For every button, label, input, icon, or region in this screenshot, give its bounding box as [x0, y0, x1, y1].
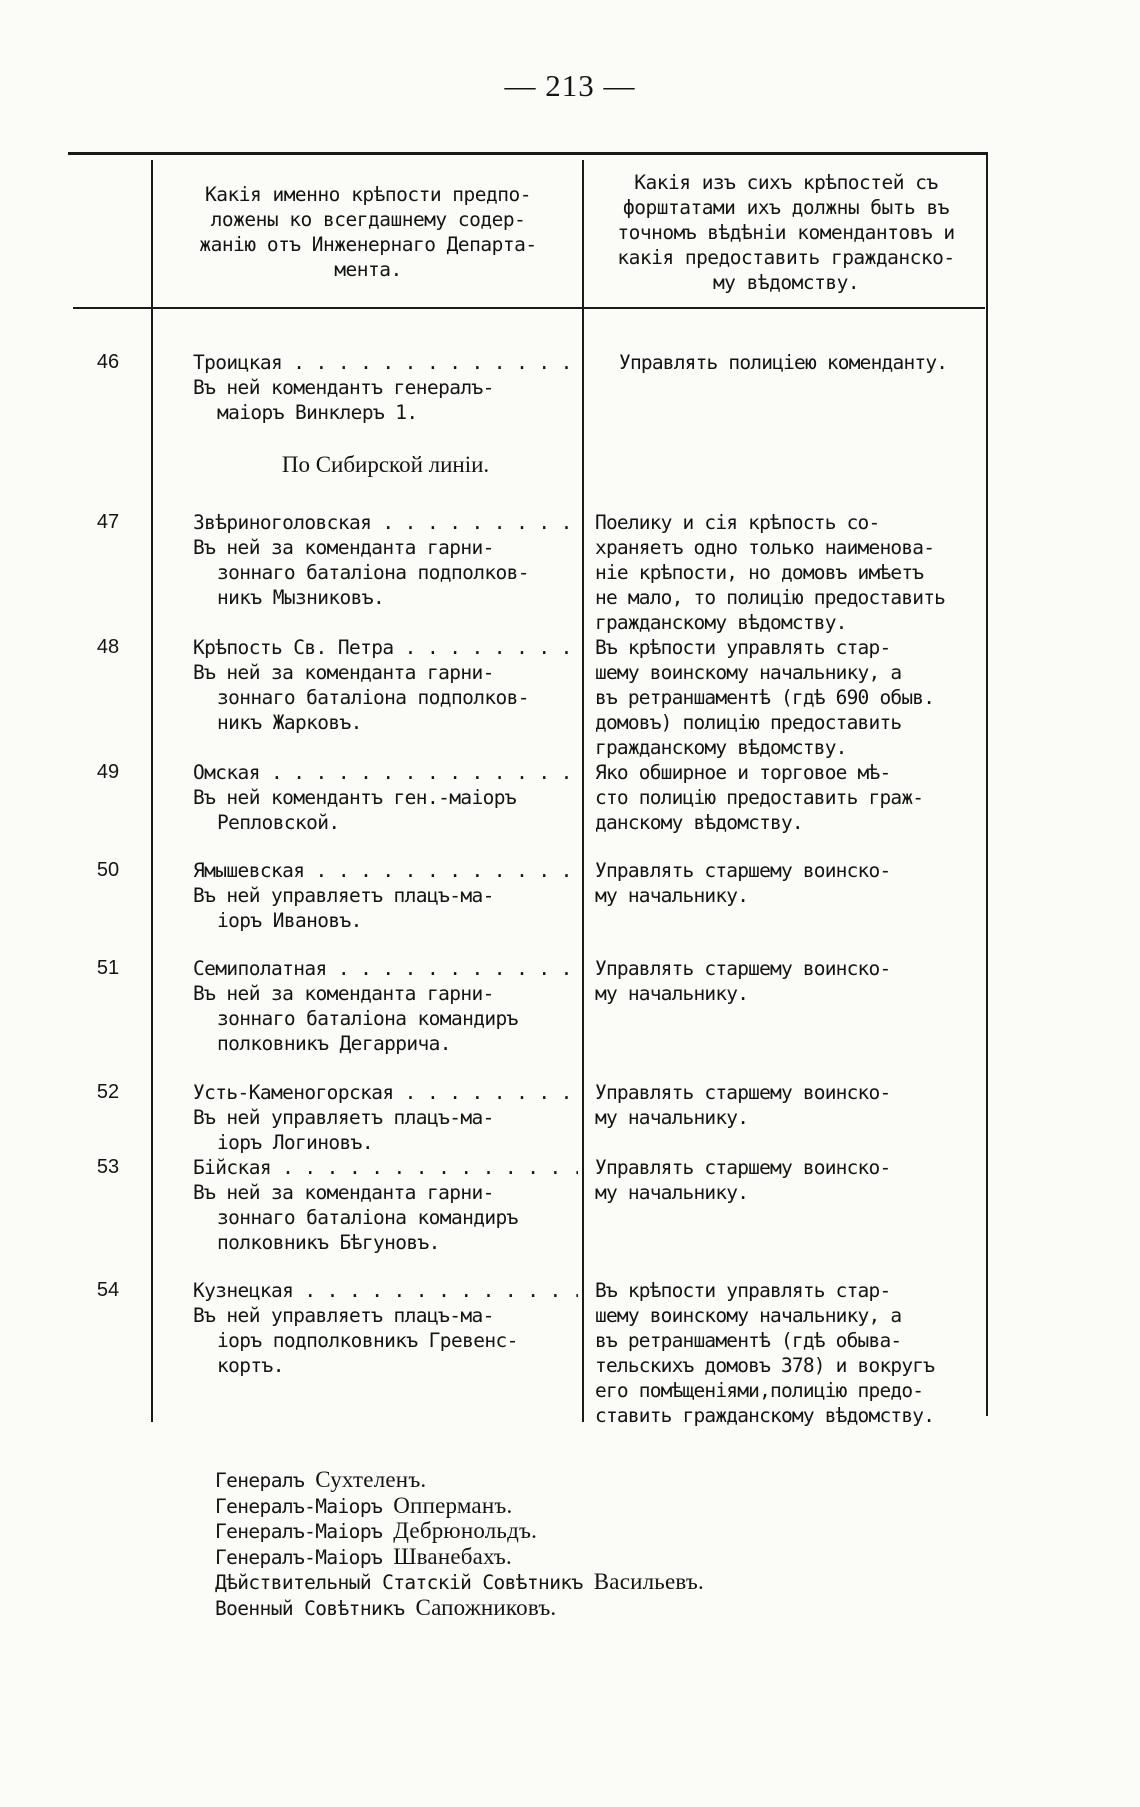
signature-line — [215, 1596, 704, 1622]
fort-cell — [193, 858, 578, 933]
commandant-line: Въ ней управляетъ плацъ-ма- — [193, 1304, 494, 1327]
commandant-line: никъ Мызниковъ. — [217, 586, 385, 609]
commandant-line: кортъ. — [217, 1354, 284, 1377]
fort-name: Бійская . . . — [193, 1155, 578, 1180]
table-border-right — [986, 154, 988, 1416]
commandant-line: Репловской. — [217, 811, 340, 834]
row-number: 52 — [96, 1081, 120, 1103]
management-cell: Управлять старшему воинско- му начальнику. — [595, 1081, 891, 1129]
fort-name: Омская . . . — [193, 760, 578, 785]
row-number: 47 — [96, 511, 120, 533]
management-cell: Управлять старшему воинско- му начальнику. — [595, 1156, 891, 1204]
management-cell: Управлять старшему воинско- му начальнику. — [595, 859, 891, 907]
signature-title: Генералъ-Маіоръ — [215, 1494, 383, 1518]
fort-cell — [193, 956, 578, 1056]
fort-name: Троицкая . . . — [193, 350, 578, 375]
commandant-line: зоннаго баталіона командиръ — [217, 1007, 518, 1030]
row-number: 54 — [96, 1279, 120, 1301]
commandant-line: зоннаго баталіона командиръ — [217, 1206, 518, 1229]
management-cell: Въ крѣпости управлять стар- шему воинскому начальнику, а въ ретраншаментѣ (гдѣ обыва- тельскихъ домовъ 378) и вокругъ его помѣщеніями,полицію предо- ставить гражданскому вѣдомству. — [595, 1279, 935, 1427]
signature-title: Генералъ-Маіоръ — [215, 1520, 383, 1543]
row-number: 50 — [96, 859, 120, 881]
fort-name: Крѣпость Св. Петра . . . — [193, 635, 578, 660]
table-top-rule — [68, 152, 988, 155]
signature-title: Дѣйствительный Статскій Совѣтникъ — [215, 1571, 583, 1594]
row-number: 53 — [96, 1156, 120, 1178]
fort-cell — [193, 1080, 578, 1155]
commandant-line: Въ ней комендантъ ген.-маіоръ — [193, 786, 517, 809]
commandant-line: іоръ Логиновъ. — [217, 1131, 373, 1154]
fort-name: Кузнецкая . . . — [193, 1278, 578, 1303]
table-divider-left — [151, 160, 153, 1422]
commandant-line: іоръ подполковникъ Гревенс- — [217, 1329, 518, 1352]
signature-title: Генералъ — [215, 1469, 305, 1492]
fortress-table — [68, 152, 988, 1427]
header-management: Какія изъ сихъ крѣпостей съ форштатами ихъ должны быть въ точномъ вѣдѣніи комендантовъ и какія предоставить гражданско- му вѣдомству. — [617, 171, 955, 294]
commandant-line: Въ ней комендантъ генералъ- — [193, 376, 494, 399]
table-divider-middle — [582, 160, 584, 1422]
signature-block — [215, 1468, 704, 1621]
fort-name: Семиполатная . . . — [193, 956, 578, 981]
commandant-line: полковникъ Бѣгуновъ. — [217, 1231, 440, 1254]
signature-name: Васильевъ. — [593, 1569, 704, 1594]
signature-title: Военный Совѣтникъ — [215, 1596, 405, 1620]
commandant-line: Въ ней за коменданта гарни- — [193, 536, 494, 559]
fort-name: Звѣриноголовская . . . — [193, 510, 578, 535]
signature-title: Генералъ-Маіоръ — [215, 1545, 383, 1569]
commandant-line: Въ ней за коменданта гарни- — [193, 661, 494, 684]
signature-line — [215, 1494, 704, 1520]
commandant-line: маіоръ Винклеръ 1. — [217, 401, 418, 424]
management-cell: Управлять полиціею коменданту. — [619, 351, 948, 374]
row-number: 46 — [96, 351, 120, 373]
signature-line — [215, 1545, 704, 1571]
signature-line — [215, 1519, 704, 1545]
commandant-line: Въ ней управляетъ плацъ-ма- — [193, 1106, 494, 1129]
fort-cell — [193, 760, 578, 835]
commandant-line: Въ ней за коменданта гарни- — [193, 982, 494, 1005]
header-fortresses: Какія именно крѣпости предпо- ложены ко всегдашнему содер- жанію отъ Инженернаго Департа- мента. — [199, 183, 537, 281]
fort-name: Ямышевская . . . — [193, 858, 578, 883]
management-cell: Поелику и сія крѣпость со- храняетъ одно только наименова- ніе крѣпости, но домовъ имѣетъ не мало, то полицію предоставить гражданскому вѣдомству. — [595, 511, 946, 634]
signature-name: Дебрюнольдъ. — [393, 1518, 538, 1543]
fort-cell — [193, 350, 578, 425]
management-cell: Въ крѣпости управлять стар- шему воинскому начальнику, а въ ретраншаментѣ (гдѣ 690 обыв. домовъ) полицію предоставить гражданскому вѣдомству. — [595, 636, 935, 759]
signature-line — [215, 1468, 704, 1494]
fort-cell — [193, 1155, 578, 1255]
commandant-line: полковникъ Дегаррича. — [217, 1032, 451, 1055]
signature-name: Шванебахъ. — [393, 1543, 512, 1569]
management-cell: Яко обширное и торговое мѣ- сто полицію предоставить граж- данскому вѣдомству. — [595, 761, 924, 834]
signature-name: Опперманъ. — [393, 1492, 513, 1518]
row-number: 49 — [96, 761, 120, 783]
signature-line — [215, 1570, 704, 1596]
commandant-line: іоръ Ивановъ. — [217, 909, 362, 932]
commandant-line: зоннаго баталіона подполков- — [217, 686, 529, 709]
row-number: 51 — [96, 957, 120, 979]
commandant-line: Въ ней управляетъ плацъ-ма- — [193, 884, 494, 907]
row-number: 48 — [96, 636, 120, 658]
fort-name: Усть-Каменогорская . . . — [193, 1080, 578, 1105]
fort-cell — [193, 1278, 578, 1378]
section-title: По Сибирской линіи. — [281, 452, 490, 477]
table-header-rule — [73, 307, 985, 309]
management-cell: Управлять старшему воинско- му начальнику. — [595, 957, 891, 1005]
fort-cell — [193, 510, 578, 610]
page-number: — 213 — — [504, 68, 636, 103]
commandant-line: никъ Жарковъ. — [217, 711, 362, 734]
commandant-line: Въ ней за коменданта гарни- — [193, 1181, 494, 1204]
commandant-line: зоннаго баталіона подполков- — [217, 561, 529, 584]
signature-name: Сапожниковъ. — [415, 1594, 557, 1620]
fort-cell — [193, 635, 578, 735]
signature-name: Сухтеленъ. — [315, 1467, 427, 1492]
